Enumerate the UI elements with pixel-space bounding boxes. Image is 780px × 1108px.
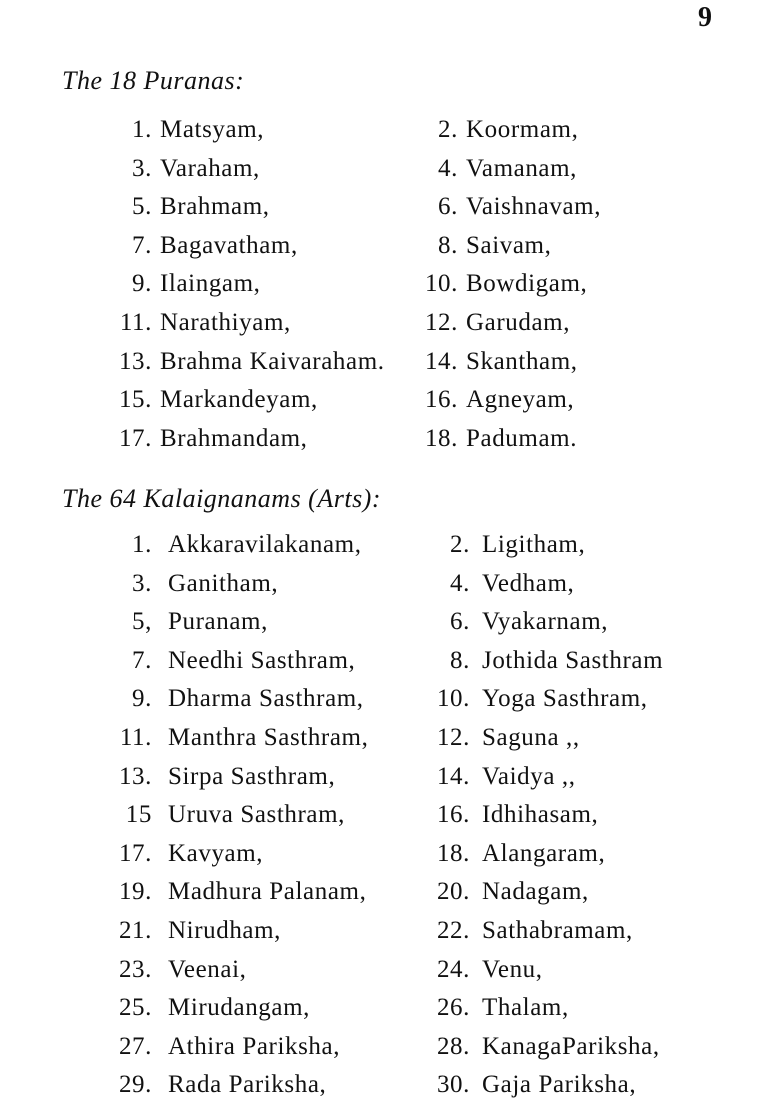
page-number: 9 [698, 2, 712, 33]
list-row [0, 1071, 780, 1107]
item-label: Ilaingam, [160, 270, 261, 298]
list-row [0, 724, 780, 760]
item-number: 18. [424, 424, 458, 452]
item-label: Vyakarnam, [482, 608, 609, 636]
item-number: 1. [132, 531, 152, 558]
list-row [0, 270, 780, 306]
item-label: Bagavatham, [160, 231, 298, 259]
item-label: Kavyam, [168, 839, 264, 867]
list-row [0, 917, 780, 953]
item-number: 20. [436, 878, 470, 906]
item-label: Vaishnavam, [466, 193, 602, 221]
item-label: Padumam. [466, 424, 578, 452]
list-row [0, 348, 780, 384]
item-label: Vedham, [482, 569, 575, 597]
item-label: Sathabramam, [482, 917, 633, 944]
list-row [0, 155, 780, 191]
item-label: Veenai, [168, 955, 247, 983]
item-number: 24. [436, 955, 470, 983]
item-label: Mirudangam, [168, 994, 310, 1022]
section-heading-arts: The 64 Kalaignanams (Arts): [62, 484, 381, 513]
item-number: 2. [438, 116, 458, 143]
list-row [0, 878, 780, 914]
item-label: Brahma Kaivaraham. [160, 347, 385, 375]
item-number: 16. [424, 386, 458, 414]
item-label: Koormam, [466, 116, 579, 143]
list-row [0, 647, 780, 683]
item-number: 5, [132, 608, 152, 636]
item-label: Matsyam, [160, 116, 265, 143]
item-label: Rada Pariksha, [168, 1071, 327, 1099]
item-label: Markandeyam, [160, 386, 318, 414]
item-number: 12. [436, 724, 470, 751]
list-row [0, 801, 780, 837]
item-number: 1. [132, 116, 152, 143]
item-number: 11. [119, 309, 152, 336]
item-number: 5. [132, 193, 152, 221]
item-number: 18. [436, 839, 470, 867]
item-label: Needhi Sasthram, [168, 646, 356, 674]
list-row [0, 116, 780, 152]
item-label: Vaidya ,, [482, 762, 576, 790]
item-number: 11. [119, 724, 152, 751]
item-label: Brahmandam, [160, 424, 308, 452]
item-label: Vamanam, [466, 154, 578, 182]
item-label: Akkaravilakanam, [168, 531, 362, 558]
section-heading-puranas: The 18 Puranas: [62, 66, 245, 95]
list-row [0, 685, 780, 721]
item-number: 10. [424, 270, 458, 298]
item-label: Nirudham, [168, 917, 282, 944]
item-label: Bowdigam, [466, 270, 588, 298]
list-row [0, 309, 780, 345]
item-label: Varaham, [160, 154, 260, 182]
item-number: 13. [118, 762, 152, 790]
item-number: 30. [436, 1071, 470, 1099]
item-label: Saivam, [466, 231, 552, 259]
item-number: 7. [132, 231, 152, 259]
item-label: Manthra Sasthram, [168, 724, 369, 751]
list-row [0, 1033, 780, 1069]
item-label: Skantham, [466, 347, 578, 375]
item-label: Yoga Sasthram, [482, 685, 648, 713]
item-number: 8. [450, 646, 470, 674]
item-number: 23. [118, 955, 152, 983]
item-number: 9. [132, 685, 152, 713]
list-row [0, 425, 780, 461]
item-label: Idhihasam, [482, 801, 599, 829]
list-row [0, 531, 780, 567]
item-label: Dharma Sasthram, [168, 685, 364, 713]
list-row [0, 994, 780, 1030]
item-number: 27. [118, 1032, 152, 1060]
item-number: 17. [118, 839, 152, 867]
item-number: 26. [436, 994, 470, 1022]
item-label: Nadagam, [482, 878, 589, 906]
item-label: Ganitham, [168, 569, 279, 597]
item-number: 10. [436, 685, 470, 713]
list-row [0, 570, 780, 606]
item-label: Brahmam, [160, 193, 270, 221]
item-number: 28. [436, 1032, 470, 1060]
item-number: 15 [125, 801, 152, 829]
list-row [0, 608, 780, 644]
list-row [0, 386, 780, 422]
item-number: 19. [118, 878, 152, 906]
item-number: 14. [424, 347, 458, 375]
item-number: 22. [436, 917, 470, 944]
item-number: 3. [132, 569, 152, 597]
item-label: Alangaram, [482, 839, 606, 867]
item-label: Gaja Pariksha, [482, 1071, 637, 1099]
item-label: Agneyam, [466, 386, 575, 414]
item-label: Sirpa Sasthram, [168, 762, 336, 790]
list-row [0, 956, 780, 992]
item-label: Athira Pariksha, [168, 1032, 341, 1060]
item-number: 6. [450, 608, 470, 636]
item-label: Venu, [482, 955, 543, 983]
item-label: Thalam, [482, 994, 569, 1022]
item-number: 4. [450, 569, 470, 597]
item-number: 2. [450, 531, 470, 558]
list-row [0, 232, 780, 268]
item-number: 13. [118, 347, 152, 375]
item-number: 8. [438, 231, 458, 259]
item-number: 25. [118, 994, 152, 1022]
item-label: Saguna ,, [482, 724, 580, 751]
item-label: Narathiyam, [160, 309, 291, 336]
list-row [0, 763, 780, 799]
list-row [0, 840, 780, 876]
item-label: Ligitham, [482, 531, 586, 558]
item-label: Jothida Sasthram [482, 646, 664, 674]
item-label: Uruva Sasthram, [168, 801, 346, 829]
item-label: KanagaPariksha, [482, 1032, 660, 1060]
item-number: 29. [118, 1071, 152, 1099]
item-label: Garudam, [466, 309, 571, 336]
item-number: 14. [436, 762, 470, 790]
item-number: 12. [424, 309, 458, 336]
item-number: 17. [118, 424, 152, 452]
list-row [0, 193, 780, 229]
item-number: 16. [436, 801, 470, 829]
item-number: 3. [132, 154, 152, 182]
item-number: 15. [118, 386, 152, 414]
item-number: 4. [438, 154, 458, 182]
item-number: 6. [438, 193, 458, 221]
item-number: 9. [132, 270, 152, 298]
item-label: Madhura Palanam, [168, 878, 367, 906]
item-number: 21. [118, 917, 152, 944]
item-number: 7. [132, 646, 152, 674]
item-label: Puranam, [168, 608, 268, 636]
